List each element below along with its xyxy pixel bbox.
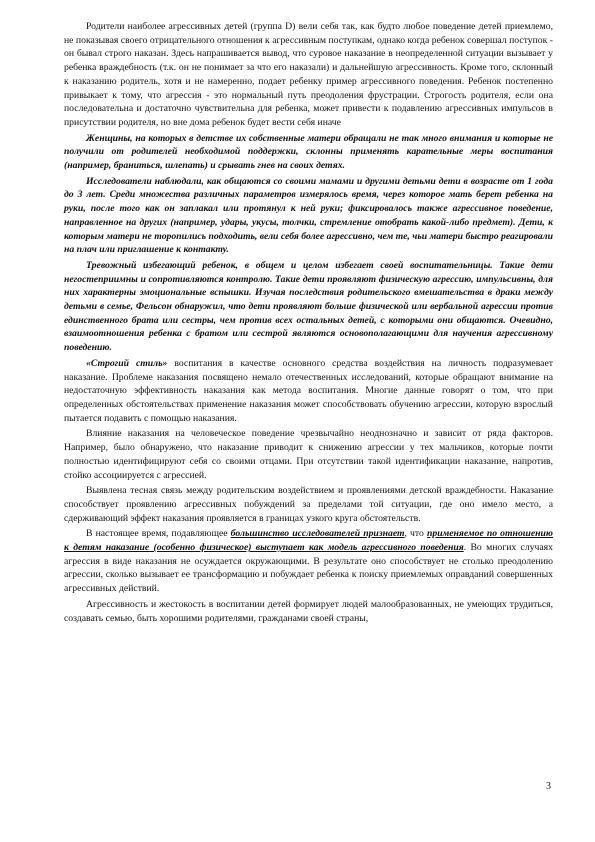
page-number: 3 [546,781,551,792]
paragraph-anxious-avoidant-child: Тревожный избегающий ребенок, в общем и целом избегает своей воспитательницы. Такие дети негостеприимны и сопротивляются контролю. Такие дети проявляют физическую агрессию, импульсивны, для них характерны эмоциональные вспышки. Изучая последствия родительского вмешательства в драки между детьми в семье, Фельсон обнаружил, что дети проявляют больше физической или вербальной агрессии против единственного брата или сестры, чем против всех остальных детей, с которыми они общаются. Очевидно, взаимоотношения ребенка с братом или сестрой являются основополагающими для научения агрессивному поведению. [64,259,553,354]
current-research-part3: . Во многих случаях агрессия в виде наказания не осуждается окружающими. В результате оно способствует не столько преодолению агрессии, сколько вызывает ее трансформацию и побуждает ребенка к поиску приемлемых оправданий совершенных агрессивных действий. [64,542,553,595]
paragraph-current-research [64,527,553,596]
current-research-part2: , что [404,528,427,540]
paragraph-aggression-cruelty: Агрессивность и жестокость в воспитании детей формирует людей малообразованных, не умеющих трудиться, создавать семью, быть хорошими родителями, гражданами своей страны, [64,598,553,624]
current-research-part1: В настоящее время, подавляющее [86,528,231,540]
paragraph-hostility-link: Выявлена тесная связь между родительским воздействием и проявлениями детской враждебности. Наказание способствует проявлению агрессивных побуждений за пределами той ситуации, где оно имело место, а сдерживающий эффект наказания проявляется в границах узкого круга обстоятельств. [64,485,553,524]
paragraph-punishment-influence: Влияние наказания на человеческое поведение чрезвычайно неоднозначно и зависит от ряда факторов. Например, было обнаружено, что наказание приводит к снижению агрессии у тех мальчиков, которые почти полностью идентифицируют себя со своими отцами. При отсутствии такой идентификации наказание, напротив, стойко ассоциируется с агрессией. [64,428,553,481]
strict-style-text: воспитания в качестве основного средства воздействия на личность подразумевает наказание. Проблеме наказания посвящено немало отечественных исследований, которые обращают внимание на недостаточную эффективность наказания как метода воспитания. Многие данные говорят о том, что при определенных обстоятельствах применение наказания может способствовать обучению агрессии, которую взрослый пытается подавить с помощью наказания. [64,357,553,424]
paragraph-group-d-parents: Родители наиболее агрессивных детей (группа D) вели себя так, как будто любое поведение детей приемлемо, не показывая своего отрицательного отношения к агрессивным поступкам, однако когда ребенок совершал поступок - он бывал строго наказан. Здесь напрашивается вывод, что суровое наказание в неопределенной ситуации вызывает у ребенка враждебность (т.к. он не понимает за что его наказали) и дальнейшую агрессивность. Кроме того, склонный к наказанию родитель, хотя и не намеренно, подает ребенку пример агрессивного поведения. Ребенок постепенно привыкает к тому, что агрессия - это нормальный путь преодоления фрустрации. Строгость родителя, если она последовательна и достаточно чувствительна для ребенка, может привести к подавлению агрессивных импульсов в присутствии родителя, но вне дома ребенок будет вести себя иначе [64,21,553,128]
strict-style-term: «Строгий стиль» [86,357,168,369]
paragraph-strict-style [64,357,553,426]
current-research-emphasis1: большинство исследователей признает [230,528,405,540]
paragraph-mothers-attention: Женщины, на которых в детстве их собственные матери обращали не так много внимания и которые не получили от родителей необходимой поддержки, склонны применять карательные меры воспитания (например, браниться, шлепать) и срывать гнев на своих детях. [64,132,553,172]
paragraph-researchers-observation: Исследователи наблюдали, как общаются со своими мамами и другими детьми дети в возрасте от 1 года до 3 лет. Среди множества различных параметров измерялось время, через которое мать берет ребенка на руки, после того как он заплакал или протянул к ней руки; фиксировалось также агрессивное поведение, направленное на других (например, удары, укусы, толчки, стремление отобрать какой-либо предмет). Дети, к которым матери не торопились подходить, вели себя более агрессивно, чем те, чьи матери быстро реагировали на плач или приглашение к контакту. [64,175,553,256]
current-research-emphasis2: применяемое по отношению к детям наказание (особенно физическое) выступает как модель агрессивного поведения [64,528,553,554]
